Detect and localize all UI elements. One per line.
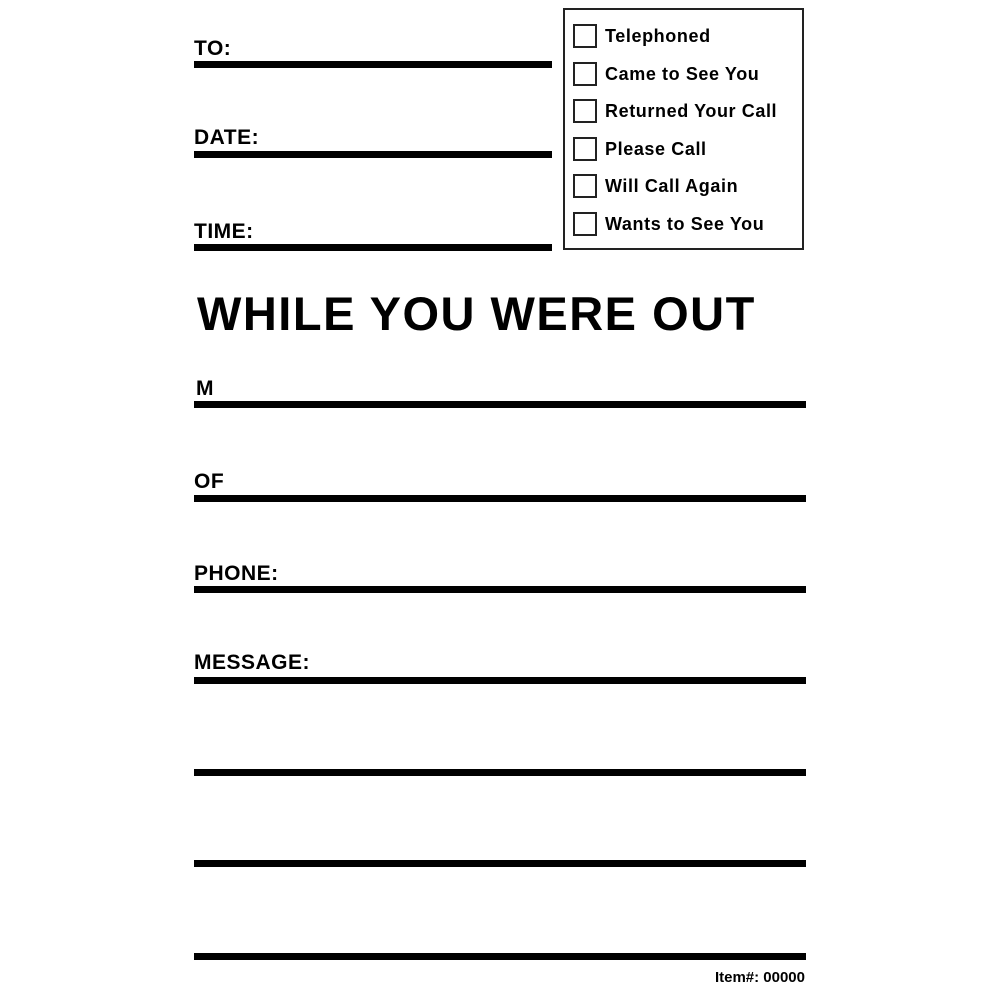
time-label: TIME: <box>194 220 254 243</box>
message-type-checklist <box>563 8 804 250</box>
checkbox-label: Came to See You <box>605 63 760 84</box>
m-label: M <box>196 377 214 400</box>
checkbox-label: Please Call <box>605 138 707 159</box>
checkbox-wants-to-see-you[interactable] <box>573 210 764 238</box>
checkbox-label: Telephoned <box>605 25 711 46</box>
message-label: MESSAGE: <box>194 651 311 674</box>
checkbox-label: Will Call Again <box>605 175 739 196</box>
checkbox-icon[interactable] <box>573 62 597 86</box>
checkbox-icon[interactable] <box>573 212 597 236</box>
checkbox-will-call-again[interactable] <box>573 172 738 200</box>
of-label: OF <box>194 470 225 493</box>
checkbox-icon[interactable] <box>573 24 597 48</box>
message-line-4[interactable] <box>194 953 806 960</box>
m-field-line[interactable] <box>194 401 806 408</box>
checkbox-icon[interactable] <box>573 137 597 161</box>
to-field-line[interactable] <box>194 61 552 68</box>
phone-label: PHONE: <box>194 562 279 585</box>
checkbox-telephoned[interactable] <box>573 22 711 50</box>
date-field-line[interactable] <box>194 151 552 158</box>
item-number: Item#: 00000 <box>714 969 805 986</box>
checkbox-icon[interactable] <box>573 174 597 198</box>
checkbox-icon[interactable] <box>573 99 597 123</box>
time-field-line[interactable] <box>194 244 552 251</box>
checkbox-please-call[interactable] <box>573 135 707 163</box>
checkbox-came-to-see-you[interactable] <box>573 60 759 88</box>
date-label: DATE: <box>194 126 260 149</box>
of-field-line[interactable] <box>194 495 806 502</box>
message-line-3[interactable] <box>194 860 806 867</box>
checkbox-label: Wants to See You <box>605 213 765 234</box>
checkbox-label: Returned Your Call <box>605 100 778 121</box>
message-line-2[interactable] <box>194 769 806 776</box>
to-label: TO: <box>194 37 232 60</box>
message-line-1[interactable] <box>194 677 806 684</box>
form-title: WHILE YOU WERE OUT <box>197 287 756 340</box>
checkbox-returned-your-call[interactable] <box>573 97 777 125</box>
phone-field-line[interactable] <box>194 586 806 593</box>
